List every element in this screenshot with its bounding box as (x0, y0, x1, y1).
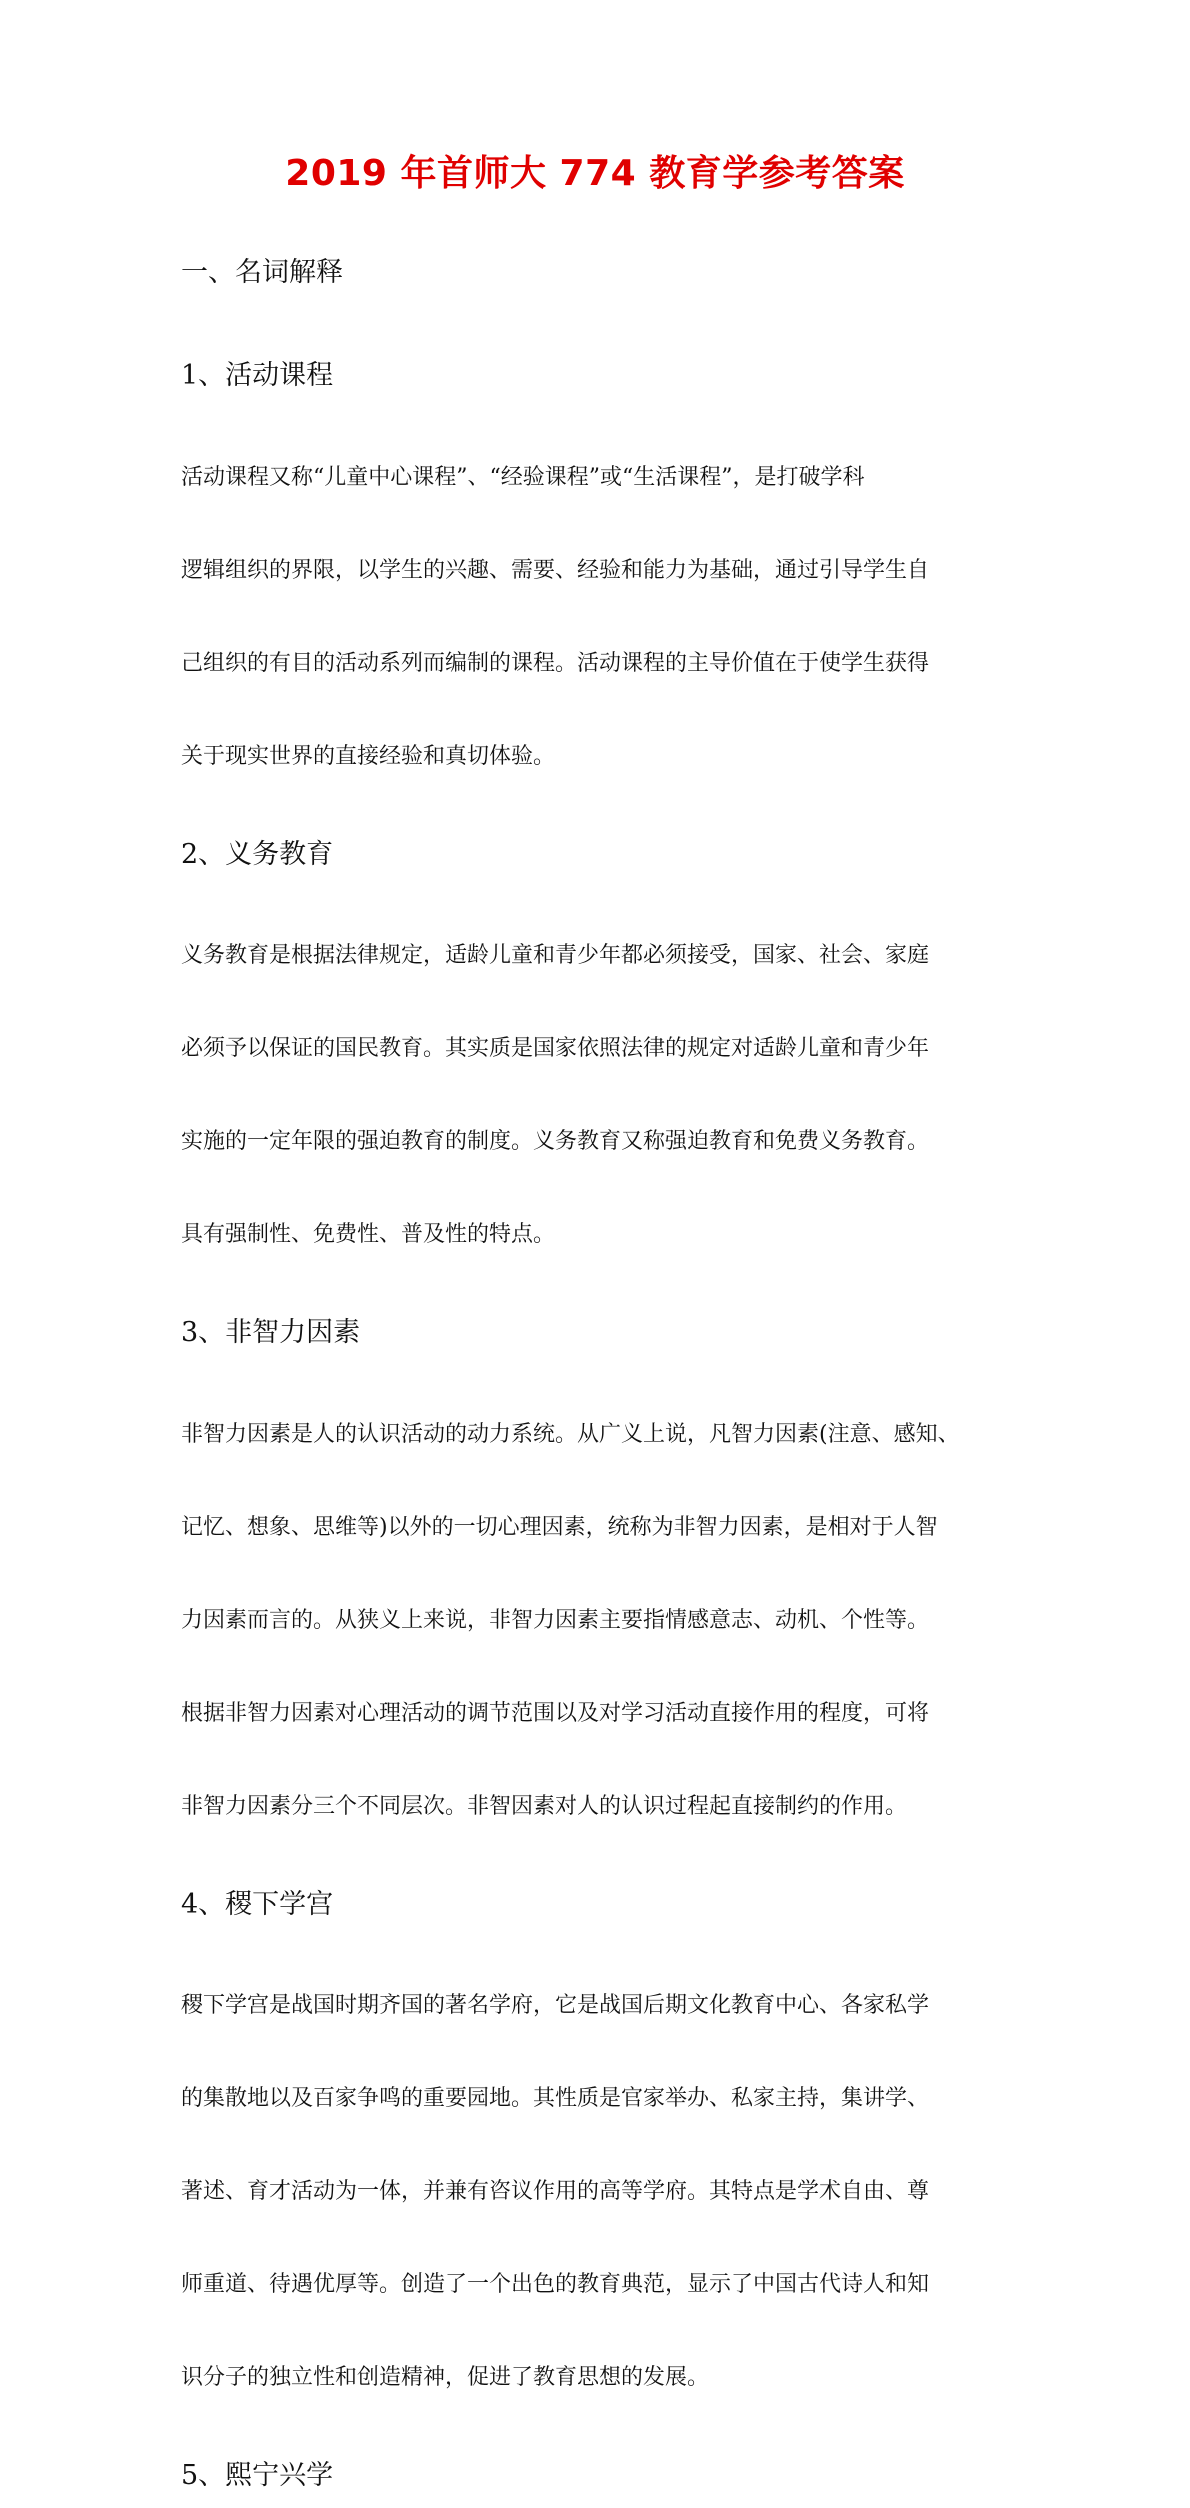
body-line: 稷下学宫是战国时期齐国的著名学府，它是战国后期文化教育中心、各家私学 (181, 1993, 930, 2018)
body-line: 记忆、想象、思维等)以外的一切心理因素，统称为非智力因素，是相对于人智 (181, 1514, 938, 1540)
body-line: 著述、育才活动为一体，并兼有咨议作用的高等学府。其特点是学术自由、尊 (181, 2179, 930, 2204)
body-line: 关于现实世界的直接经验和真切体验。 (181, 743, 556, 769)
body-line: 实施的一定年限的强迫教育的制度。义务教育又称强迫教育和免费义务教育。 (181, 1129, 930, 1154)
body-line: 力因素而言的。从狭义上来说，非智力因素主要指情感意志、动机、个性等。 (181, 1607, 930, 1633)
body-line: 必须予以保证的国民教育。其实质是国家依照法律的规定对适龄儿童和青少年 (181, 1036, 930, 1061)
body-line: 具有强制性、免费性、普及性的特点。 (181, 1222, 556, 1247)
body-line: 非智力因素分三个不同层次。非智因素对人的认识过程起直接制约的作用。 (181, 1793, 908, 1819)
body-line: 己组织的有目的活动系列而编制的课程。活动课程的主导价值在于使学生获得 (181, 650, 930, 676)
body-line: 的集散地以及百家争鸣的重要园地。其性质是官家举办、私家主持，集讲学、 (181, 2086, 930, 2111)
entry-compulsory-education (181, 837, 1041, 1306)
body-line: 非智力因素是人的认识活动的动力系统。从广义上说，凡智力因素(注意、感知、 (181, 1421, 960, 1447)
entry-body (181, 887, 1041, 1306)
body-line: 根据非智力因素对心理活动的调节范围以及对学习活动直接作用的程度，可将 (181, 1700, 930, 1726)
entry-title: 2、义务教育 (181, 838, 334, 870)
body-line: 活动课程又称“儿童中心课程”、“经验课程”或“生活课程”，是打破学科 (181, 464, 865, 490)
body-line: 师重道、待遇优厚等。创造了一个出色的教育典范，显示了中国古代诗人和知 (181, 2272, 930, 2297)
entry-title: 3、非智力因素 (181, 1317, 361, 1348)
entry-title: 4、稷下学宫 (181, 1888, 334, 1920)
body-line: 识分子的独立性和创造精神，促进了教育思想的发展。 (181, 2365, 710, 2390)
entry-xining-education-reform (181, 2458, 1041, 2494)
entries-list (181, 358, 1041, 2508)
entry-jixia-academy (181, 1887, 1041, 2449)
entry-non-intellectual-factors (181, 1315, 1041, 1877)
entry-body (181, 1365, 1041, 1877)
body-line: 逻辑组织的界限，以学生的兴趣、需要、经验和能力为基础，通过引导学生自 (181, 557, 930, 583)
section-heading: 一、名词解释 (181, 257, 343, 288)
entry-activity-curriculum (181, 358, 1041, 827)
entry-title: 1、活动课程 (181, 360, 334, 391)
entry-body (181, 1937, 1041, 2449)
entry-title: 5、熙宁兴学 (181, 2460, 334, 2491)
document-title: 2019 年首师大 774 教育学参考答案 (285, 153, 905, 194)
body-line: 义务教育是根据法律规定，适龄儿童和青少年都必须接受，国家、社会、家庭 (181, 943, 930, 968)
entry-body (181, 408, 1041, 827)
